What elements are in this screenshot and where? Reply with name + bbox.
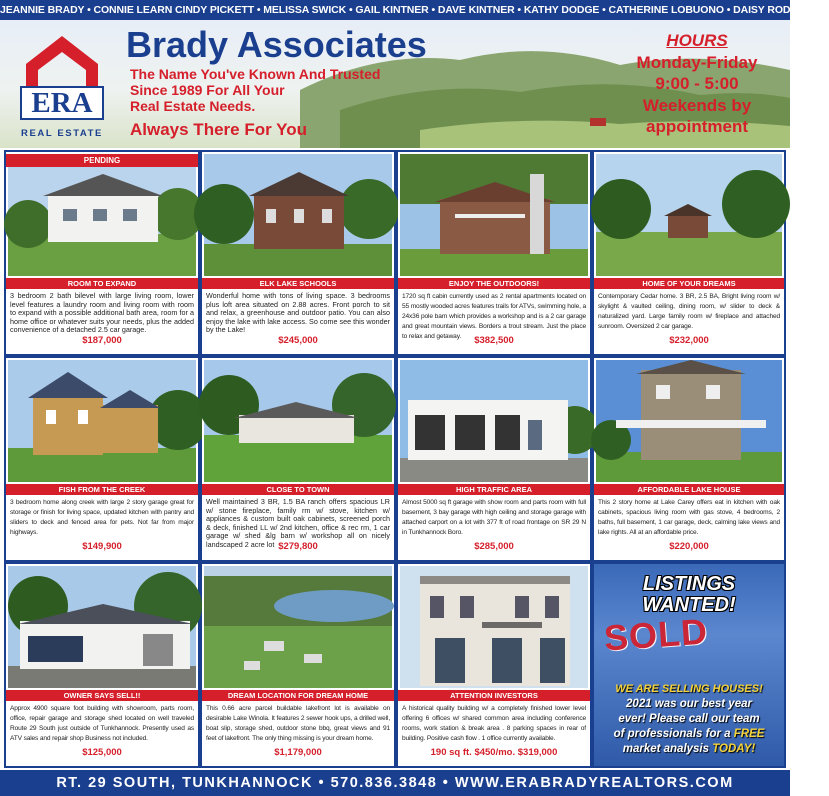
listing-photo [400, 566, 588, 688]
promo-line: ever! Please call our team [618, 713, 760, 725]
listing-photo [204, 360, 392, 482]
promo-line: WANTED! [642, 594, 736, 616]
tagline-line: Since 1989 For All Your [130, 82, 285, 98]
listing-caption: AFFORDABLE LAKE HOUSE [594, 484, 784, 495]
listing-price: $220,000 [669, 541, 709, 552]
listing-card[interactable] [398, 564, 590, 766]
listing-photo [8, 360, 196, 482]
listing-description: Well maintained 3 BR, 1.5 BA ranch offers spacious LR w/ stone fireplace, family rm w/ stove, kitchen w/ appliances & custom built oak cabinets, screened porch & deck, finished LL w/ 2nd kitchen, office & rec rm, 1 car garage w/ shed &lg barn w/ workshop all on nicely landscaped 2 acre lot [206, 497, 390, 549]
listing-card[interactable] [202, 358, 394, 560]
listing-description: This 2 story home at Lake Carey offers eat in kitchen with oak cabinets, spacious living room with gas stove, 4 bedrooms, 2 baths, full basement, 1 car garage, deck, calming lake views and lake rights. All at an affordable price. [598, 499, 780, 536]
listing-card[interactable] [6, 358, 198, 560]
house-roof-icon [24, 34, 100, 86]
listing-price: $285,000 [474, 541, 514, 552]
listing-card[interactable] [594, 152, 784, 354]
listing-price: $187,000 [82, 335, 122, 346]
today-highlight: TODAY! [712, 743, 756, 755]
listing-caption: ROOM TO EXPAND [6, 278, 198, 289]
footer-contact-bar: RT. 29 SOUTH, TUNKHANNOCK • 570.836.3848 • WWW.ERABRADYREALTORS.COM [0, 770, 790, 796]
tagline-line: The Name You've Known And Trusted [130, 66, 381, 82]
sold-stamp: SOLD [602, 610, 710, 659]
slogan: Always There For You [130, 120, 307, 139]
listing-caption: ATTENTION INVESTORS [398, 690, 590, 701]
brand-name: Brady Associates [126, 24, 427, 65]
listing-price: 190 sq ft. $450/mo. $319,000 [430, 747, 558, 758]
listing-price: $279,800 [278, 541, 318, 552]
listing-price: $245,000 [278, 335, 318, 346]
listing-description: Wonderful home with tons of living space. 3 bedrooms plus loft area situated on 2.88 acres. Front porch to sit and relax, a greenhouse and outdoor patio. You can also enjoy the lake with lake access. So come see this wonder by the Lake! [206, 291, 390, 335]
promo-line: LISTINGS [642, 573, 736, 595]
listing-description: Contemporary Cedar home. 3 BR, 2.5 BA, Bright living room w/ skylight & vaulted ceiling, dining room, w/ slider to deck & naturalized yard. Large family room w/ fireplace and attached sunroom. Oversized 2 car garage. [598, 293, 780, 330]
listing-card[interactable] [6, 152, 198, 354]
listing-price: $125,000 [82, 747, 122, 758]
tagline-line: Real Estate Needs. [130, 98, 256, 114]
listing-description: 3 bedroom 2 bath bilevel with large living room, lower level features a laundry room and living room with room to expand with a possible additional bath area, room for a home office or whatever suits your needs, plus the added convenience of a detached 2.5 car garage. [10, 291, 194, 335]
pending-badge: PENDING [6, 154, 198, 167]
listing-caption: OWNER SAYS SELL!! [6, 690, 198, 701]
listing-price: $232,000 [669, 335, 709, 346]
era-logo [8, 28, 116, 146]
listing-description: 1720 sq ft cabin currently used as 2 rental apartments located on 55 mostly wooded acres features trails for ATVs, swimming hole, a 24x36 pole barn which provides a workshop and is a 2 car garage and great mountain views. Borders a trout stream. Just the place to relax and getaway. [402, 293, 586, 340]
listing-card[interactable] [594, 358, 784, 560]
promo-line: market analysis TODAY! [622, 743, 756, 755]
listing-caption: CLOSE TO TOWN [202, 484, 394, 495]
listings-wanted-promo [594, 564, 784, 766]
agents-bar: JEANNIE BRADY • CONNIE LEARN CINDY PICKETT • MELISSA SWICK • GAIL KINTNER • DAVE KINTNER • KATHY DODGE • CATHERINE LOBUONO • DAISY RODRIGUEZ [0, 0, 790, 20]
free-highlight: FREE [733, 728, 765, 740]
tagline [130, 66, 420, 114]
listing-photo [8, 154, 196, 276]
listing-photo [204, 566, 392, 688]
promo-line: of professionals for a FREE [613, 728, 765, 740]
hours-line: appointment [646, 117, 748, 136]
listing-description: Almost 5000 sq ft garage with show room and parts room with full basement, 3 bay garage with high ceiling and storage garage with attached carport on a lot with 377 ft of road frontage on SR 29 N in Tunkhannock Boro. [402, 499, 586, 536]
hours-line: Monday-Friday [636, 52, 758, 72]
listing-photo [400, 154, 588, 276]
promo-line: 2021 was our best year [626, 698, 752, 710]
listing-caption: ELK LAKE SCHOOLS [202, 278, 394, 289]
listings-grid [4, 150, 786, 768]
listing-caption: HIGH TRAFFIC AREA [398, 484, 590, 495]
listing-caption: ENJOY THE OUTDOORS! [398, 278, 590, 289]
listing-description: Approx 4900 square foot building with showroom, parts room, office, repair garage and storage shed located on well traveled Route 29 South just outside of Tunkhannock. Presently used as ATV sales and repair shop Business not included. [10, 705, 194, 742]
listing-price: $1,179,000 [274, 747, 322, 758]
listing-price: $382,500 [474, 335, 514, 346]
listing-card[interactable] [398, 152, 590, 354]
hours-title: HOURS [666, 31, 728, 50]
listing-photo [400, 360, 588, 482]
header-banner [0, 20, 790, 148]
listing-description: This 0.66 acre parcel buildable lakefront lot is available on desirable Lake Winola. It features 2 sewer hook ups, a drilled well, boat slip, storage shed, outdoor stone bbq, great views and 91 feet of lakefront. The only thing missing is your dream home. [206, 705, 390, 742]
era-sub: REAL ESTATE [21, 128, 103, 139]
listing-photo [596, 154, 782, 276]
era-mark: ERA [20, 86, 104, 120]
listing-photo [596, 360, 782, 482]
promo-headline [594, 574, 784, 616]
listing-caption: FISH FROM THE CREEK [6, 484, 198, 495]
hours-line: 9:00 - 5:00 [655, 74, 739, 93]
listing-card[interactable] [202, 564, 394, 766]
listing-description: 3 bedroom home along creek with large 2 story garage great for storage or finish for living space, updated kitchen with pantry and sliders to deck and fenced area for pets. Not far from major highways. [10, 499, 194, 536]
listing-card[interactable] [6, 564, 198, 766]
hours-block [612, 30, 782, 138]
listing-caption: HOME OF YOUR DREAMS [594, 278, 784, 289]
listing-card[interactable] [202, 152, 394, 354]
listing-photo [204, 154, 392, 276]
listing-caption: DREAM LOCATION FOR DREAM HOME [202, 690, 394, 701]
listing-card[interactable] [398, 358, 590, 560]
listing-price: $149,900 [82, 541, 122, 552]
promo-body [598, 682, 780, 757]
listing-description: A historical quality building w/ a completely finished lower level offering 6 offices w/ shared common area including conference rooms, work station & break area . 8 parking spaces in rear of building. Positive cash flow . 1 office currently available. [402, 705, 586, 742]
listing-photo [8, 566, 196, 688]
promo-selling: WE ARE SELLING HOUSES! [615, 683, 763, 695]
hours-line: Weekends by [642, 95, 752, 115]
